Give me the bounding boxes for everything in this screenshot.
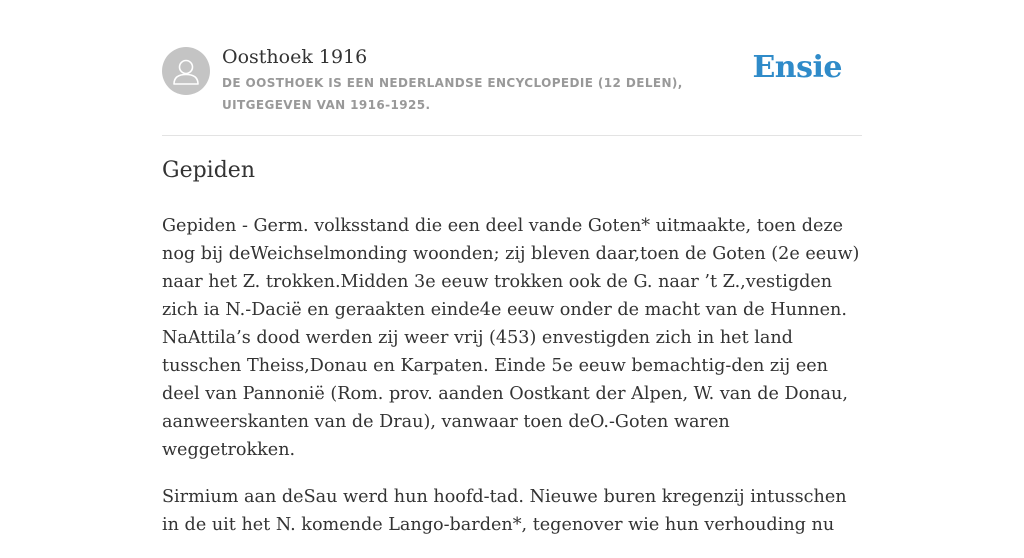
source-title[interactable]: Oosthoek 1916 — [222, 46, 368, 68]
article-paragraph: Sirmium aan deSau werd hun hoofd-tad. Nieuwe buren kregenzij intusschen in de uit het N. komende Lango-barden*, tegenover wie hun verhouding nu — [162, 487, 847, 535]
user-icon — [162, 47, 210, 95]
source-description: DE OOSTHOEK IS EEN NEDERLANDSE ENCYCLOPEDIE (12 DELEN), UITGEGEVEN VAN 1916-1925. — [222, 76, 683, 112]
ensie-logo[interactable]: Ensie — [752, 50, 842, 85]
article-paragraph: Gepiden - Germ. volksstand die een deel vande Goten* uitmaakte, toen deze nog bij deWeichselmonding woonden; zij bleven daar,toen de Goten (2e eeuw) naar het Z. trokken.Midden 3e eeuw trokken ook de G. naar ’t Z.,vestigden zich ia N.-Dacië en geraakten einde4e eeuw onder de macht van de Hunnen. NaAttila’s dood werden zij weer vrij (453) envestigden zich in het land tusschen Theiss,Donau en Karpaten. Einde 5e eeuw bemachtig-den zij een deel van Pannonië (Rom. prov. aanden Oostkant der Alpen, W. van de Donau, aanweerskanten van de Drau), vanwaar toen deO.-Goten waren weggetrokken. — [162, 216, 860, 460]
avatar[interactable] — [162, 47, 210, 95]
source-header — [162, 0, 862, 136]
article-title: Gepiden — [162, 158, 255, 183]
article-body — [162, 212, 866, 558]
page-container — [162, 0, 862, 535]
